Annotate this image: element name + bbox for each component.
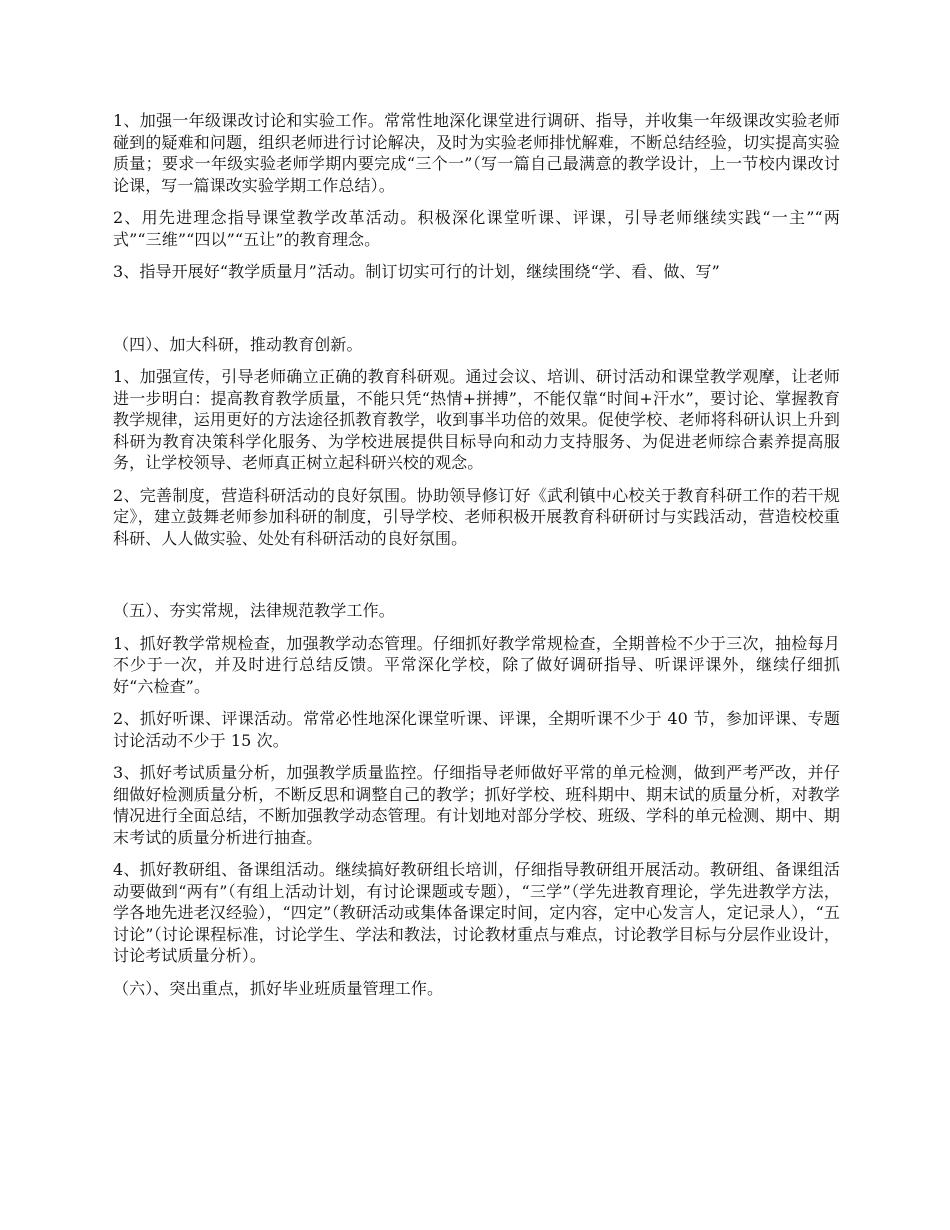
paragraph-4: 1、加强宣传，引导老师确立正确的教育科研观。通过会议、培训、研讨活动和课堂教学观摩，让老师进一步明白：提高教育教学质量，不能只凭“热情+拼搏”，不能仅靠“时间+汗水”，要讨论、掌握教育教学规律，运用更好的方法途径抓教育教学，收到事半功倍的效果。促使学校、老师将科研认识上升到科研为教育决策科学化服务、为学校进展提供目标导向和动力支持服务、为促进老师综合素养提高服务，让学校领导、老师真正树立起科研兴校的观念。 [113, 367, 840, 472]
section-heading-4: （四）、加大科研，推动教育创新。 [113, 334, 363, 354]
paragraph-3: 3、指导开展好“教学质量月”活动。制订切实可行的计划，继续围绕“学、看、做、写” [113, 262, 720, 281]
section-gap [113, 560, 840, 600]
paragraph-8: 3、抓好考试质量分析，加强教学质量监控。仔细指导老师做好平常的单元检测，做到严考严改，并仔细做好检测质量分析，不断反思和调整自己的教学；抓好学校、班科期中、期末试的质量分析，对教学情况进行全面总结，不断加强教学动态管理。有计划地对部分学校、班级、学科的单元检测、期中、期末考试的质量分析进行抽查。 [113, 763, 840, 847]
section-gap [113, 294, 840, 334]
section-heading-5: （五）、夯实常规，法律规范教学工作。 [113, 601, 395, 620]
paragraph-6: 1、抓好教学常规检查，加强教学动态管理。仔细抓好教学常规检查，全期普检不少于三次，抽检每月不少于一次，并及时进行总结反馈。平常深化学校，除了做好调研指导、听课评课外，继续仔细抓好“六检查”。 [113, 633, 840, 696]
paragraph-2: 2、用先进理念指导课堂教学改革活动。积极深化课堂听课、评课，引导老师继续实践“一主”“两式”“三维”“四以”“五让”的教育理念。 [113, 208, 840, 249]
document-body [113, 110, 840, 1010]
paragraph-5: 2、完善制度，营造科研活动的良好氛围。协助领导修订好《武利镇中心校关于教育科研工作的若干规定》，建立鼓舞老师参加科研的制度，引导学校、老师积极开展教育科研研讨与实践活动，营造校校重科研、人人做实验、处处有科研活动的良好氛围。 [113, 485, 840, 548]
paragraph-7: 2、抓好听课、评课活动。常常必性地深化课堂听课、评课，全期听课不少于 40 节，参加评课、专题讨论活动不少于 15 次。 [113, 709, 840, 750]
paragraph-9: 4、抓好教研组、备课组活动。继续搞好教研组长培训，仔细指导教研组开展活动。教研组、备课组活动要做到“两有”（有组上活动计划，有讨论课题或专题），“三学”（学先进教育理论，学先进教学方法，学各地先进老汉经验），“四定”（教研活动或集体备课定时间，定内容，定中心发言人，定记录人），“五讨论”（讨论课程标准，讨论学生、学法和教法，讨论教材重点与难点，讨论教学目标与分层作业设计，讨论考试质量分析）。 [113, 860, 840, 965]
paragraph-1: 1、加强一年级课改讨论和实验工作。常常性地深化课堂进行调研、指导，并收集一年级课改实验老师碰到的疑难和问题，组织老师进行讨论解决，及时为实验老师排忧解难，不断总结经验，切实提高实验质量；要求一年级实验老师学期内要完成“三个一”（写一篇自己最满意的教学设计，上一节校内课改讨论课，写一篇课改实验学期工作总结）。 [113, 111, 840, 195]
section-heading-6: （六）、突出重点，抓好毕业班质量管理工作。 [113, 978, 444, 998]
